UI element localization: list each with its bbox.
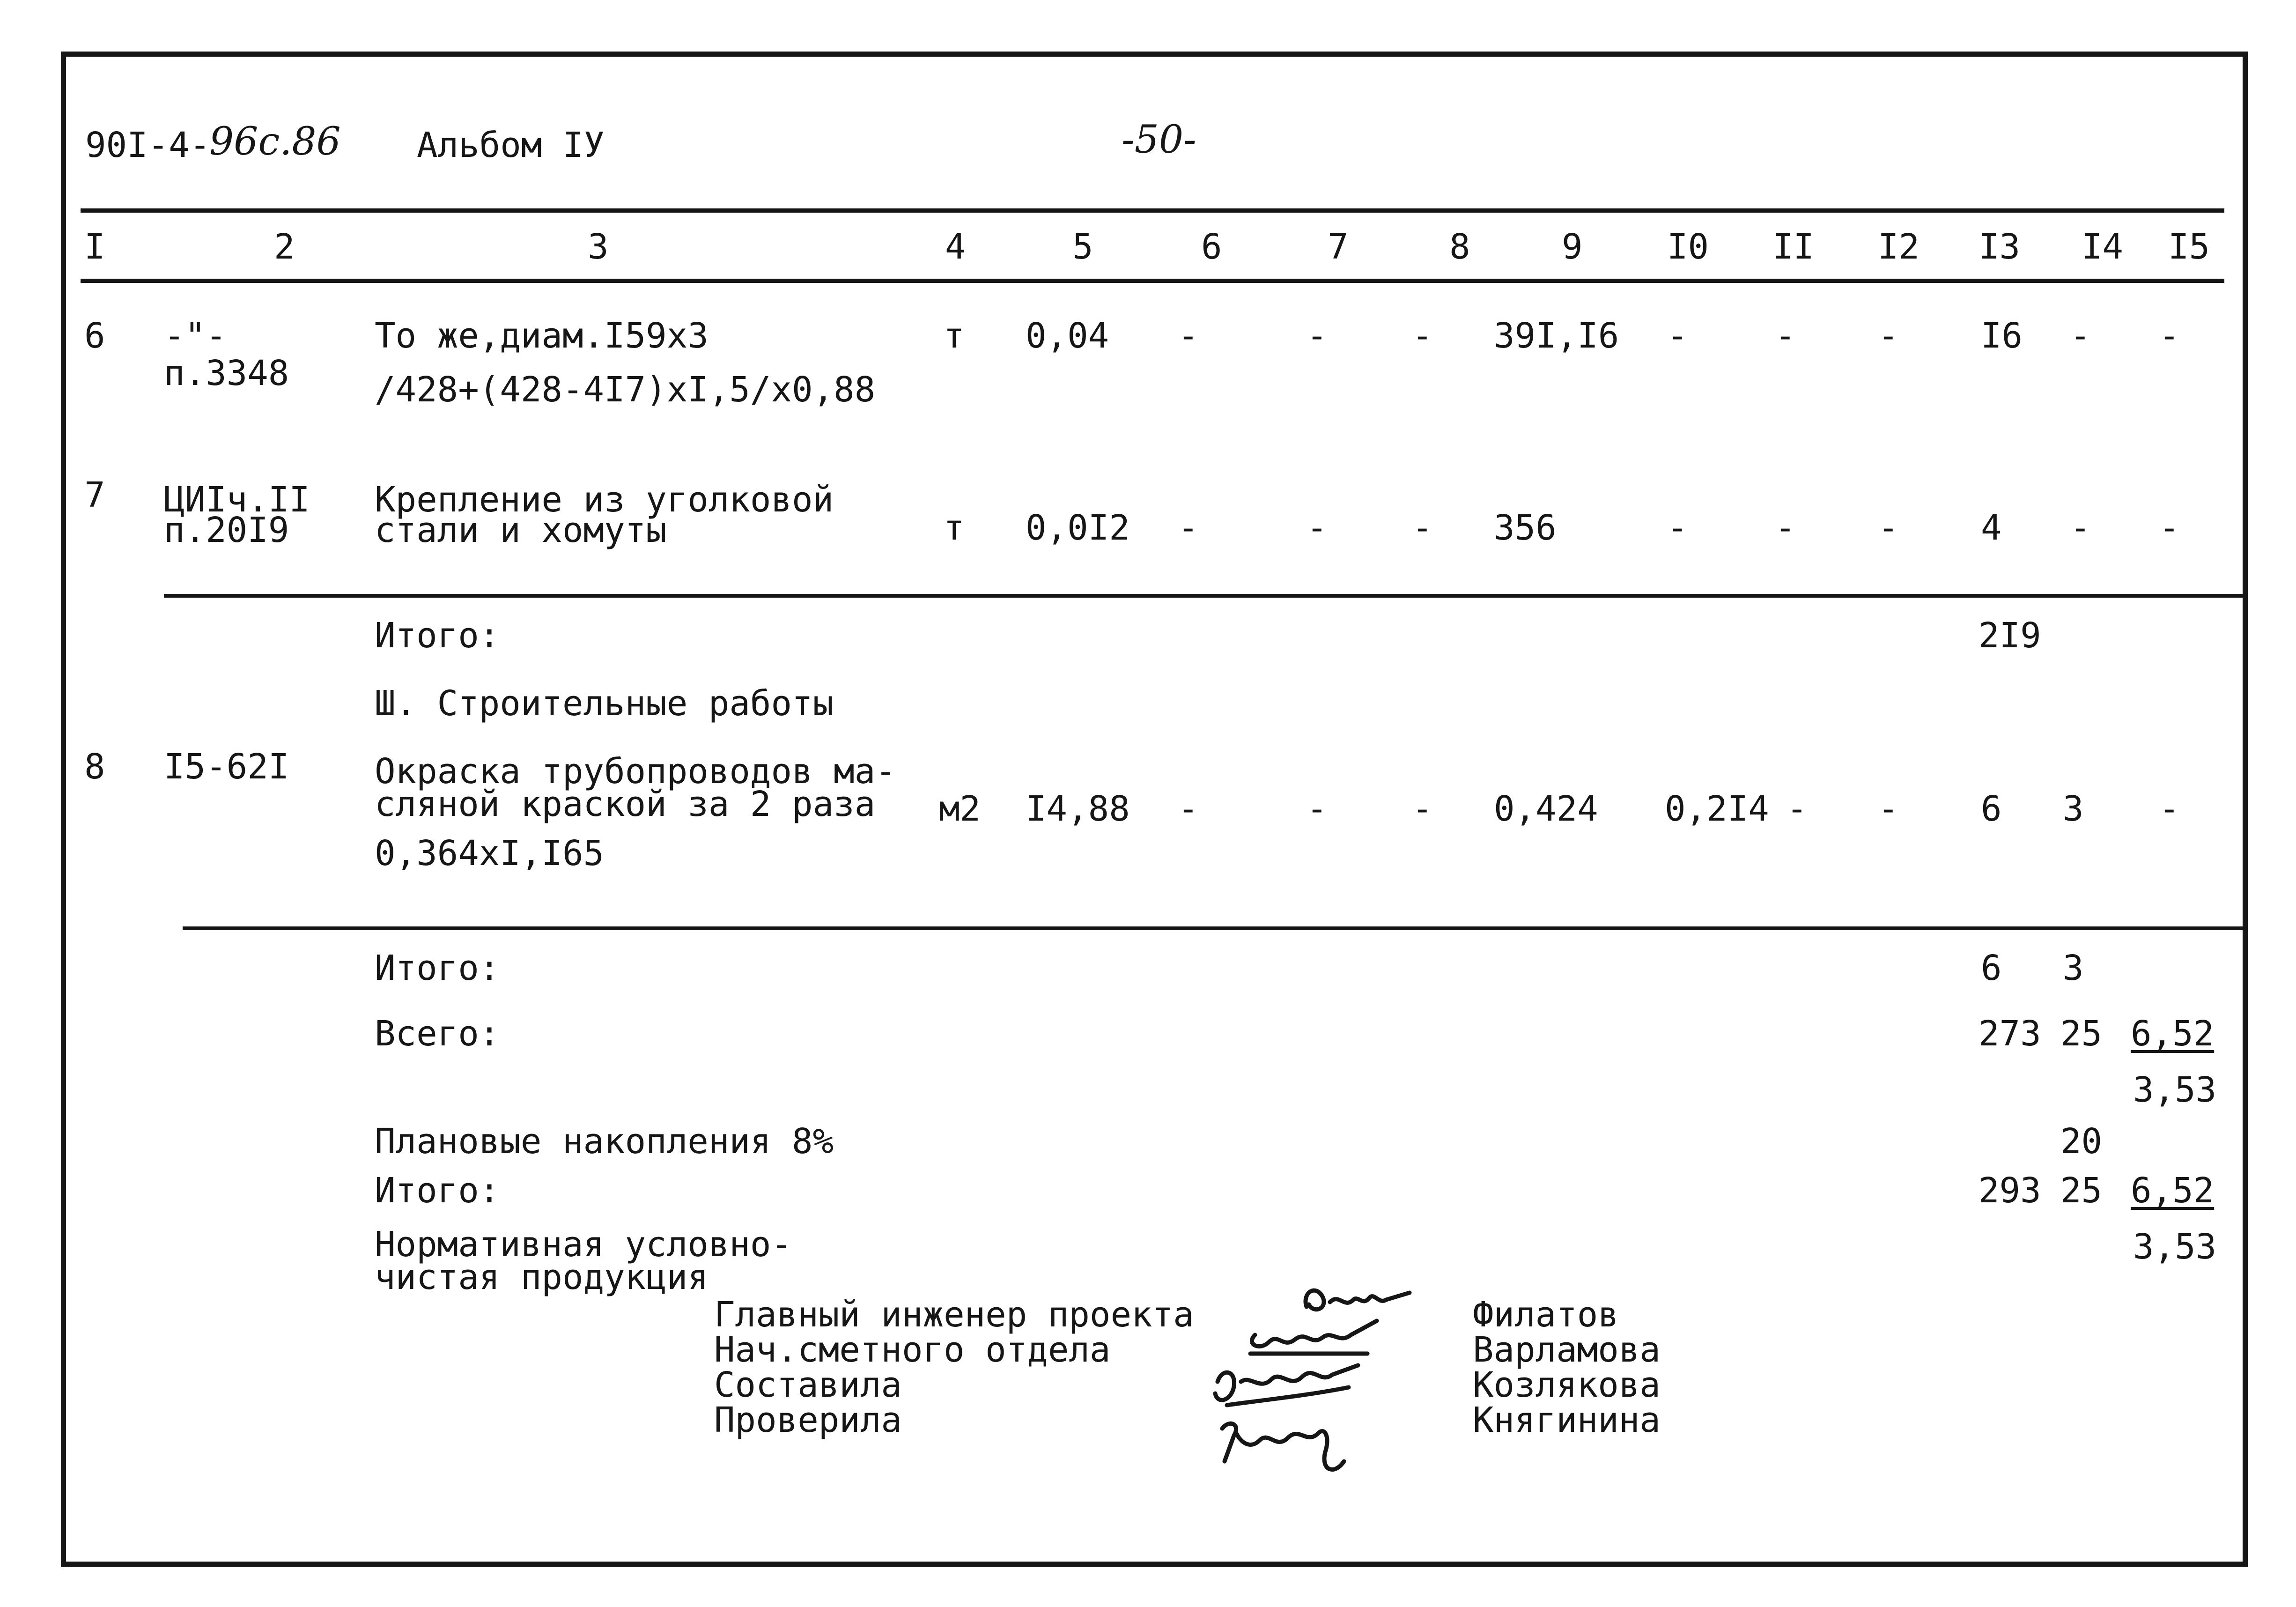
grand-total-col-14: 25 xyxy=(2060,1170,2103,1211)
col-14-header: I4 xyxy=(2082,227,2124,267)
col-6-value: - xyxy=(1178,789,1199,829)
subtotal-col-14: 3 xyxy=(2063,948,2084,988)
grand-total-label: Итого: xyxy=(375,1170,500,1211)
col-12-header: I2 xyxy=(1878,227,1920,267)
work-formula: /428+(428-4I7)xI,5/x0,88 xyxy=(375,370,876,410)
col-11-value: - xyxy=(1775,316,1796,356)
total-col-15-bottom: 3,53 xyxy=(2133,1070,2217,1110)
col-13-value: I6 xyxy=(1981,316,2023,356)
col-6-value: - xyxy=(1178,508,1199,548)
col-10-header: I0 xyxy=(1667,227,1709,267)
total-col-15-top: 6,52 xyxy=(2131,1014,2215,1054)
col-15-value: - xyxy=(2159,508,2180,548)
col-7-value: - xyxy=(1307,508,1328,548)
col-14-value: - xyxy=(2070,316,2091,356)
section-rule-2 xyxy=(183,926,2248,930)
work-name: То же,диам.I59x3 xyxy=(375,316,709,356)
col-7-value: - xyxy=(1307,789,1328,829)
col-10-value: 0,2I4 xyxy=(1665,789,1769,829)
doc-code-prefix: 90I-4- xyxy=(85,125,211,165)
name-knyaginina: Княгинина xyxy=(1473,1400,1661,1440)
col-5-header: 5 xyxy=(1072,227,1093,267)
col-1-header: I xyxy=(84,227,105,267)
name-varlamova: Варламова xyxy=(1473,1330,1661,1370)
col-8-header: 8 xyxy=(1449,227,1470,267)
subtotal-label: Итого: xyxy=(375,948,500,988)
col-6-header: 6 xyxy=(1201,227,1222,267)
col-11-value: - xyxy=(1787,789,1808,829)
col-8-value: - xyxy=(1412,508,1433,548)
col-4-header: 4 xyxy=(945,227,966,267)
col-10-value: - xyxy=(1667,508,1688,548)
col-13-value: 6 xyxy=(1981,789,2002,829)
norm-code-item: п.3348 xyxy=(164,353,289,393)
col-10-value: - xyxy=(1667,316,1688,356)
grand-total-col-13: 293 xyxy=(1979,1170,2041,1211)
total-col-13: 273 xyxy=(1979,1014,2041,1054)
col-15-value: - xyxy=(2159,789,2180,829)
work-formula: 0,364xI,I65 xyxy=(375,833,605,874)
handwritten-signatures xyxy=(1189,1265,1480,1508)
unit: т xyxy=(944,316,965,356)
header-bottom-rule xyxy=(81,279,2224,283)
col-9-value: 356 xyxy=(1494,508,1557,548)
col-15-value: - xyxy=(2159,316,2180,356)
quantity: 0,04 xyxy=(1026,316,1109,356)
norm-code: -"- xyxy=(164,316,227,356)
work-name-line1: Крепление из уголковой xyxy=(375,480,834,520)
col-9-value: 0,424 xyxy=(1494,789,1598,829)
subtotal-col-13: 6 xyxy=(1981,948,2002,988)
unit: м2 xyxy=(939,789,981,829)
norm-code-item: п.20I9 xyxy=(164,510,289,550)
section-heading: Ш. Строительные работы xyxy=(375,683,834,724)
col-8-value: - xyxy=(1412,789,1433,829)
header-top-rule xyxy=(81,208,2224,213)
work-name-line2: сляной краской за 2 раза xyxy=(375,784,876,824)
total-col-14: 25 xyxy=(2060,1014,2103,1054)
quantity: I4,88 xyxy=(1026,789,1130,829)
grand-total-col-15-top: 6,52 xyxy=(2131,1170,2215,1211)
name-filatov: Филатов xyxy=(1473,1295,1619,1335)
norm-label-line1: Нормативная условно- xyxy=(375,1224,792,1265)
col-2-header: 2 xyxy=(274,227,295,267)
norm-label-line2: чистая продукция xyxy=(375,1257,709,1297)
name-kozlyakova: Козлякова xyxy=(1473,1365,1661,1405)
role-compiled-by: Составила xyxy=(714,1365,902,1405)
col-14-value: - xyxy=(2070,508,2091,548)
col-3-header: 3 xyxy=(588,227,609,267)
work-name-line1: Окраска трубопроводов ма- xyxy=(375,751,896,792)
col-12-value: - xyxy=(1878,316,1899,356)
row-number: 6 xyxy=(84,316,105,356)
total-label: Всего: xyxy=(375,1014,500,1054)
plan-label: Плановые накопления 8% xyxy=(375,1121,834,1162)
col-13-value: 4 xyxy=(1981,508,2002,548)
album-label: Альбом IУ xyxy=(417,125,605,165)
section-rule xyxy=(164,594,2248,598)
col-14-value: 3 xyxy=(2063,789,2084,829)
col-11-value: - xyxy=(1775,508,1796,548)
norm-code: ЦИIч.II xyxy=(164,480,310,520)
subtotal-label: Итого: xyxy=(375,615,500,656)
col-15-header: I5 xyxy=(2168,227,2210,267)
doc-code-handwritten: 96с.86 xyxy=(209,119,341,164)
col-9-value: 39I,I6 xyxy=(1494,316,1619,356)
col-12-value: - xyxy=(1878,508,1899,548)
plan-col-14: 20 xyxy=(2060,1121,2103,1162)
norm-code: I5-62I xyxy=(164,747,289,787)
col-8-value: - xyxy=(1412,316,1433,356)
col-12-value: - xyxy=(1878,789,1899,829)
quantity: 0,0I2 xyxy=(1026,508,1130,548)
role-chief-engineer: Главный инженер проекта xyxy=(714,1295,1194,1335)
col-7-value: - xyxy=(1307,316,1328,356)
unit: т xyxy=(944,508,965,548)
page-number: -50- xyxy=(1122,118,1196,162)
role-head-estimates: Нач.сметного отдела xyxy=(714,1330,1111,1370)
row-number: 8 xyxy=(84,747,105,787)
col-11-header: II xyxy=(1772,227,1815,267)
col-7-header: 7 xyxy=(1328,227,1349,267)
grand-total-col-15-bottom: 3,53 xyxy=(2133,1227,2217,1267)
subtotal-col-13: 2I9 xyxy=(1979,615,2041,656)
row-number: 7 xyxy=(84,475,105,515)
work-name-line2: стали и хомуты xyxy=(375,510,667,550)
col-6-value: - xyxy=(1178,316,1199,356)
role-checked-by: Проверила xyxy=(714,1400,902,1440)
col-13-header: I3 xyxy=(1979,227,2021,267)
col-9-header: 9 xyxy=(1562,227,1583,267)
